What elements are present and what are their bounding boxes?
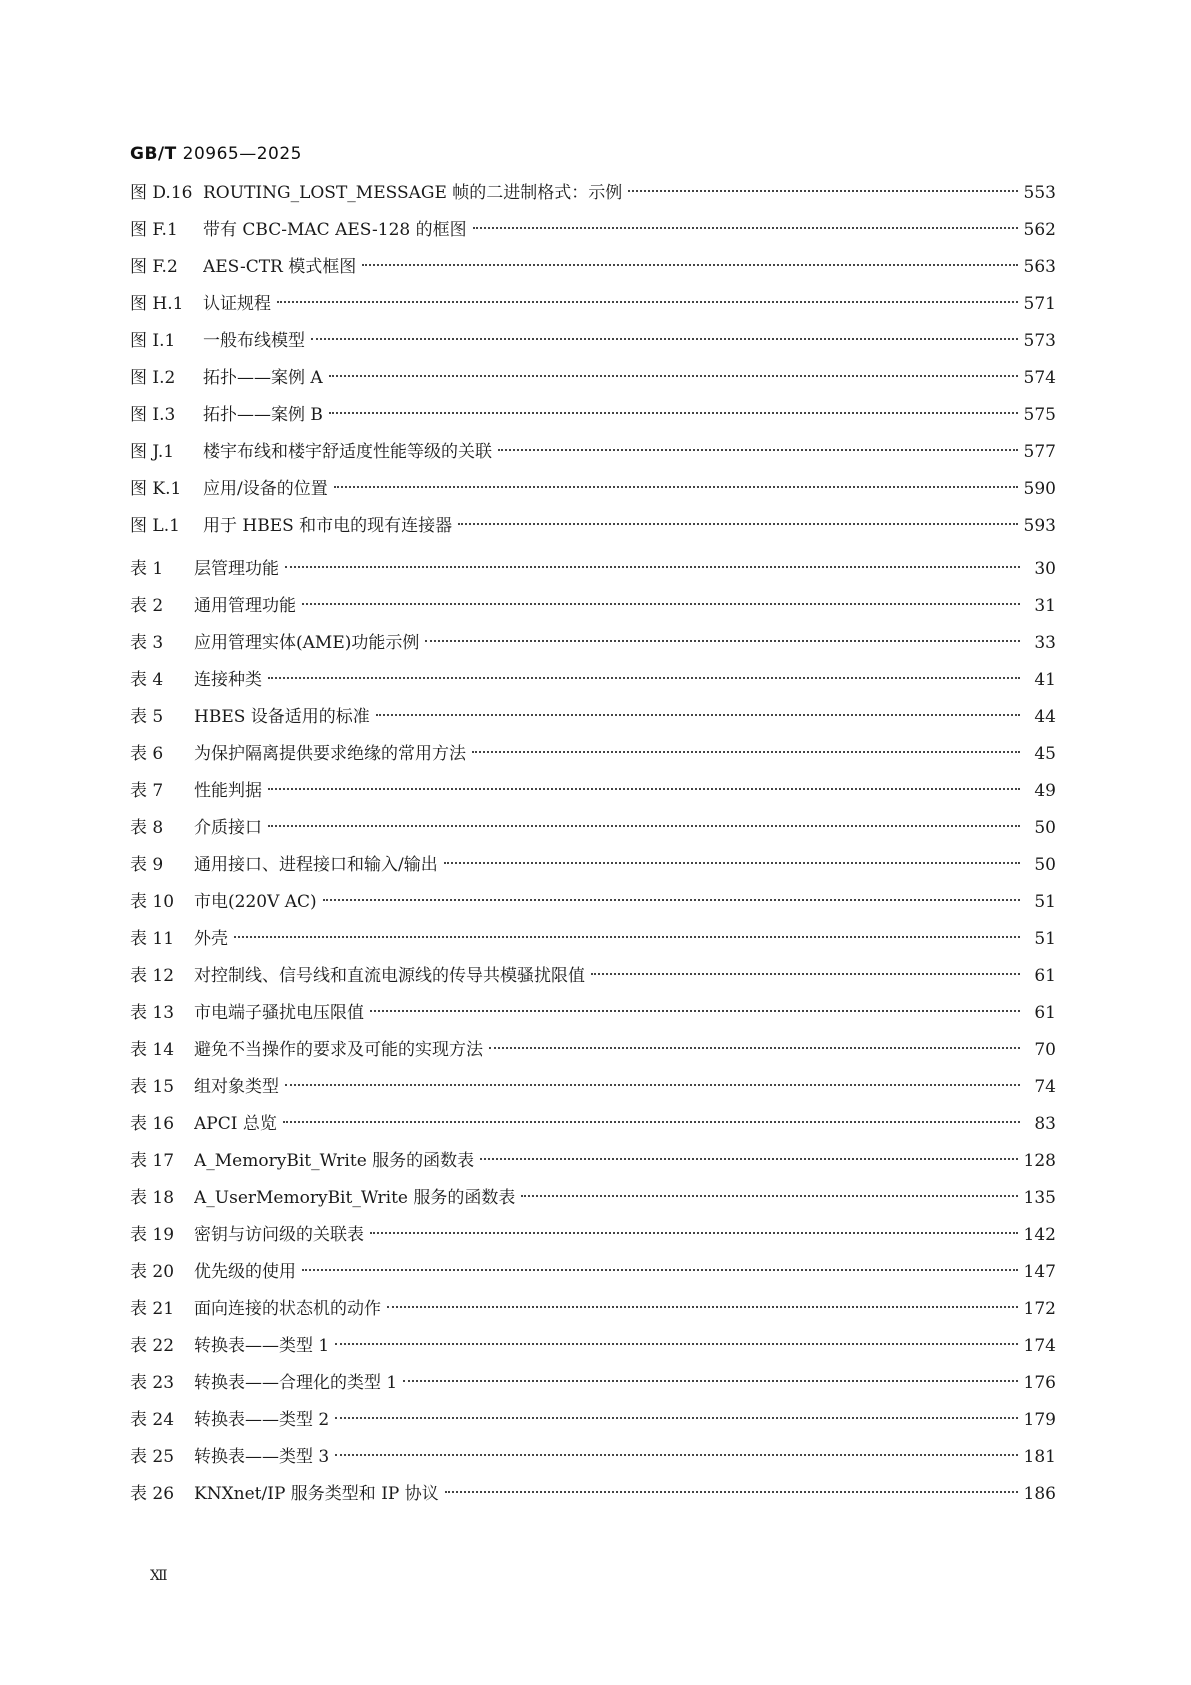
table-entry[interactable] <box>130 1069 1056 1106</box>
table-title: A_MemoryBit_Write 服务的函数表 <box>194 1151 475 1171</box>
dot-leader <box>480 1158 1017 1160</box>
figure-entry[interactable] <box>130 212 1056 249</box>
table-entry[interactable] <box>130 588 1056 625</box>
table-number: 表 3 <box>130 633 164 653</box>
table-number: 表 24 <box>130 1410 175 1430</box>
table-page-number: 128 <box>1023 1151 1056 1171</box>
figure-title: 用于 HBES 和市电的现有连接器 <box>203 516 453 536</box>
table-number: 表 10 <box>130 892 175 912</box>
standard-prefix: GB/T <box>130 144 177 164</box>
table-number: 表 5 <box>130 707 164 727</box>
table-page-number: 176 <box>1023 1373 1056 1393</box>
dot-leader <box>283 1121 1020 1123</box>
table-page-number: 31 <box>1034 596 1056 616</box>
table-entry[interactable] <box>130 699 1056 736</box>
table-title: 通用管理功能 <box>194 596 296 616</box>
dot-leader <box>302 1269 1018 1271</box>
table-page-number: 49 <box>1034 781 1056 801</box>
dot-leader <box>473 227 1018 229</box>
table-number: 表 25 <box>130 1447 175 1467</box>
figure-entry[interactable] <box>130 397 1056 434</box>
dot-leader <box>285 566 1020 568</box>
figure-title: 拓扑——案例 B <box>203 405 323 425</box>
table-entry[interactable] <box>130 958 1056 995</box>
figure-number: 图 F.2 <box>130 257 178 277</box>
table-title: 介质接口 <box>194 818 262 838</box>
table-entry[interactable] <box>130 995 1056 1032</box>
table-entry[interactable] <box>130 773 1056 810</box>
table-number: 表 2 <box>130 596 164 616</box>
table-title: 转换表——合理化的类型 1 <box>194 1373 398 1393</box>
dot-leader <box>628 190 1017 192</box>
table-number: 表 4 <box>130 670 164 690</box>
figure-list <box>130 175 1056 545</box>
figure-number: 图 I.2 <box>130 368 176 388</box>
table-title: 组对象类型 <box>194 1077 279 1097</box>
table-title: 应用管理实体(AME)功能示例 <box>194 633 420 653</box>
table-number: 表 14 <box>130 1040 175 1060</box>
figure-title: 认证规程 <box>203 294 271 314</box>
table-entry[interactable] <box>130 662 1056 699</box>
figure-entry[interactable] <box>130 175 1056 212</box>
dot-leader <box>334 486 1018 488</box>
dot-leader <box>458 523 1017 525</box>
dot-leader <box>521 1195 1017 1197</box>
figure-entry[interactable] <box>130 286 1056 323</box>
figure-number: 图 D.16 <box>130 183 193 203</box>
dot-leader <box>370 1010 1020 1012</box>
table-title: 连接种类 <box>194 670 262 690</box>
dot-leader <box>376 714 1020 716</box>
figure-title: 应用/设备的位置 <box>203 479 328 499</box>
figure-number: 图 L.1 <box>130 516 180 536</box>
table-page-number: 61 <box>1034 1003 1056 1023</box>
table-entry[interactable] <box>130 1254 1056 1291</box>
figure-page-number: 563 <box>1023 257 1056 277</box>
table-title: 层管理功能 <box>194 559 279 579</box>
figure-page-number: 590 <box>1023 479 1056 499</box>
table-entry[interactable] <box>130 1365 1056 1402</box>
dot-leader <box>498 449 1018 451</box>
table-page-number: 50 <box>1034 818 1056 838</box>
table-number: 表 26 <box>130 1484 175 1504</box>
dot-leader <box>311 338 1018 340</box>
table-title: 对控制线、信号线和直流电源线的传导共模骚扰限值 <box>194 966 585 986</box>
table-entry[interactable] <box>130 551 1056 588</box>
table-title: 性能判据 <box>194 781 262 801</box>
table-page-number: 44 <box>1034 707 1056 727</box>
table-entry[interactable] <box>130 625 1056 662</box>
figure-page-number: 571 <box>1023 294 1056 314</box>
table-number: 表 22 <box>130 1336 175 1356</box>
table-page-number: 74 <box>1034 1077 1056 1097</box>
dot-leader <box>335 1343 1017 1345</box>
table-number: 表 9 <box>130 855 164 875</box>
figure-title: 拓扑——案例 A <box>203 368 323 388</box>
table-title: HBES 设备适用的标准 <box>194 707 370 727</box>
table-entry[interactable] <box>130 1439 1056 1476</box>
figure-entry[interactable] <box>130 434 1056 471</box>
table-page-number: 172 <box>1023 1299 1056 1319</box>
table-page-number: 179 <box>1023 1410 1056 1430</box>
table-title: KNXnet/IP 服务类型和 IP 协议 <box>194 1484 439 1504</box>
dot-leader <box>425 640 1020 642</box>
table-page-number: 51 <box>1034 892 1056 912</box>
table-page-number: 33 <box>1034 633 1056 653</box>
figure-page-number: 562 <box>1023 220 1056 240</box>
dot-leader <box>268 788 1020 790</box>
table-list <box>130 551 1056 1513</box>
table-entry[interactable] <box>130 884 1056 921</box>
figure-page-number: 575 <box>1023 405 1056 425</box>
table-number: 表 12 <box>130 966 175 986</box>
table-page-number: 51 <box>1034 929 1056 949</box>
table-entry[interactable] <box>130 810 1056 847</box>
figure-page-number: 574 <box>1023 368 1056 388</box>
table-number: 表 19 <box>130 1225 175 1245</box>
document-header <box>130 144 302 164</box>
table-entry[interactable] <box>130 1476 1056 1513</box>
table-number: 表 18 <box>130 1188 175 1208</box>
dot-leader <box>335 1454 1017 1456</box>
figure-entry[interactable] <box>130 249 1056 286</box>
table-title: A_UserMemoryBit_Write 服务的函数表 <box>194 1188 516 1208</box>
table-page-number: 135 <box>1023 1188 1056 1208</box>
table-page-number: 70 <box>1034 1040 1056 1060</box>
figure-page-number: 573 <box>1023 331 1056 351</box>
table-title: 密钥与访问级的关联表 <box>194 1225 364 1245</box>
table-number: 表 7 <box>130 781 164 801</box>
table-title: 为保护隔离提供要求绝缘的常用方法 <box>194 744 466 764</box>
dot-leader <box>387 1306 1018 1308</box>
table-title: APCI 总览 <box>194 1114 277 1134</box>
page-number: Ⅻ <box>150 1568 167 1584</box>
dot-leader <box>403 1380 1017 1382</box>
table-title: 面向连接的状态机的动作 <box>194 1299 381 1319</box>
table-entry[interactable] <box>130 1032 1056 1069</box>
table-page-number: 174 <box>1023 1336 1056 1356</box>
dot-leader <box>329 412 1018 414</box>
dot-leader <box>591 973 1020 975</box>
table-number: 表 15 <box>130 1077 175 1097</box>
table-page-number: 30 <box>1034 559 1056 579</box>
table-title: 避免不当操作的要求及可能的实现方法 <box>194 1040 483 1060</box>
table-number: 表 17 <box>130 1151 175 1171</box>
table-page-number: 142 <box>1023 1225 1056 1245</box>
table-number: 表 6 <box>130 744 164 764</box>
figure-number: 图 J.1 <box>130 442 175 462</box>
figure-entry[interactable] <box>130 471 1056 508</box>
dot-leader <box>444 862 1020 864</box>
table-page-number: 45 <box>1034 744 1056 764</box>
figure-title: 带有 CBC-MAC AES-128 的框图 <box>203 220 467 240</box>
figure-title: ROUTING_LOST_MESSAGE 帧的二进制格式：示例 <box>203 183 623 203</box>
figure-title: AES-CTR 模式框图 <box>203 257 357 277</box>
table-entry[interactable] <box>130 1143 1056 1180</box>
table-entry[interactable] <box>130 1106 1056 1143</box>
figure-number: 图 F.1 <box>130 220 178 240</box>
dot-leader <box>370 1232 1018 1234</box>
table-page-number: 61 <box>1034 966 1056 986</box>
table-page-number: 83 <box>1034 1114 1056 1134</box>
table-entry[interactable] <box>130 847 1056 884</box>
table-entry[interactable] <box>130 1291 1056 1328</box>
dot-leader <box>285 1084 1020 1086</box>
table-entry[interactable] <box>130 921 1056 958</box>
table-page-number: 181 <box>1023 1447 1056 1467</box>
table-number: 表 11 <box>130 929 175 949</box>
table-entry[interactable] <box>130 736 1056 773</box>
table-title: 转换表——类型 3 <box>194 1447 330 1467</box>
figure-page-number: 577 <box>1023 442 1056 462</box>
table-entry[interactable] <box>130 1217 1056 1254</box>
table-number: 表 21 <box>130 1299 175 1319</box>
dot-leader <box>277 301 1018 303</box>
table-number: 表 23 <box>130 1373 175 1393</box>
dot-leader <box>472 751 1020 753</box>
table-title: 外壳 <box>194 929 228 949</box>
figure-entry[interactable] <box>130 360 1056 397</box>
figure-title: 一般布线模型 <box>203 331 305 351</box>
table-page-number: 147 <box>1023 1262 1056 1282</box>
figure-page-number: 593 <box>1023 516 1056 536</box>
figure-number: 图 I.1 <box>130 331 176 351</box>
table-title: 市电端子骚扰电压限值 <box>194 1003 364 1023</box>
dot-leader <box>445 1491 1018 1493</box>
table-number: 表 13 <box>130 1003 175 1023</box>
figure-page-number: 553 <box>1023 183 1056 203</box>
table-entry[interactable] <box>130 1402 1056 1439</box>
table-title: 转换表——类型 1 <box>194 1336 330 1356</box>
dot-leader <box>323 899 1020 901</box>
table-title: 通用接口、进程接口和输入/输出 <box>194 855 438 875</box>
table-number: 表 8 <box>130 818 164 838</box>
table-number: 表 20 <box>130 1262 175 1282</box>
dot-leader <box>329 375 1018 377</box>
table-entry[interactable] <box>130 1328 1056 1365</box>
dot-leader <box>234 936 1020 938</box>
table-title: 优先级的使用 <box>194 1262 296 1282</box>
dot-leader <box>302 603 1020 605</box>
dot-leader <box>489 1047 1020 1049</box>
figure-number: 图 K.1 <box>130 479 182 499</box>
figure-entry[interactable] <box>130 508 1056 545</box>
dot-leader <box>335 1417 1017 1419</box>
table-title: 转换表——类型 2 <box>194 1410 330 1430</box>
figure-title: 楼宇布线和楼宇舒适度性能等级的关联 <box>203 442 492 462</box>
figure-number: 图 H.1 <box>130 294 184 314</box>
dot-leader <box>268 825 1020 827</box>
dot-leader <box>362 264 1017 266</box>
table-page-number: 50 <box>1034 855 1056 875</box>
table-entry[interactable] <box>130 1180 1056 1217</box>
figure-entry[interactable] <box>130 323 1056 360</box>
table-title: 市电(220V AC) <box>194 892 317 912</box>
figure-number: 图 I.3 <box>130 405 176 425</box>
dot-leader <box>268 677 1020 679</box>
table-page-number: 186 <box>1023 1484 1056 1504</box>
table-page-number: 41 <box>1034 670 1056 690</box>
table-number: 表 1 <box>130 559 164 579</box>
table-number: 表 16 <box>130 1114 175 1134</box>
standard-number: 20965—2025 <box>182 144 302 164</box>
